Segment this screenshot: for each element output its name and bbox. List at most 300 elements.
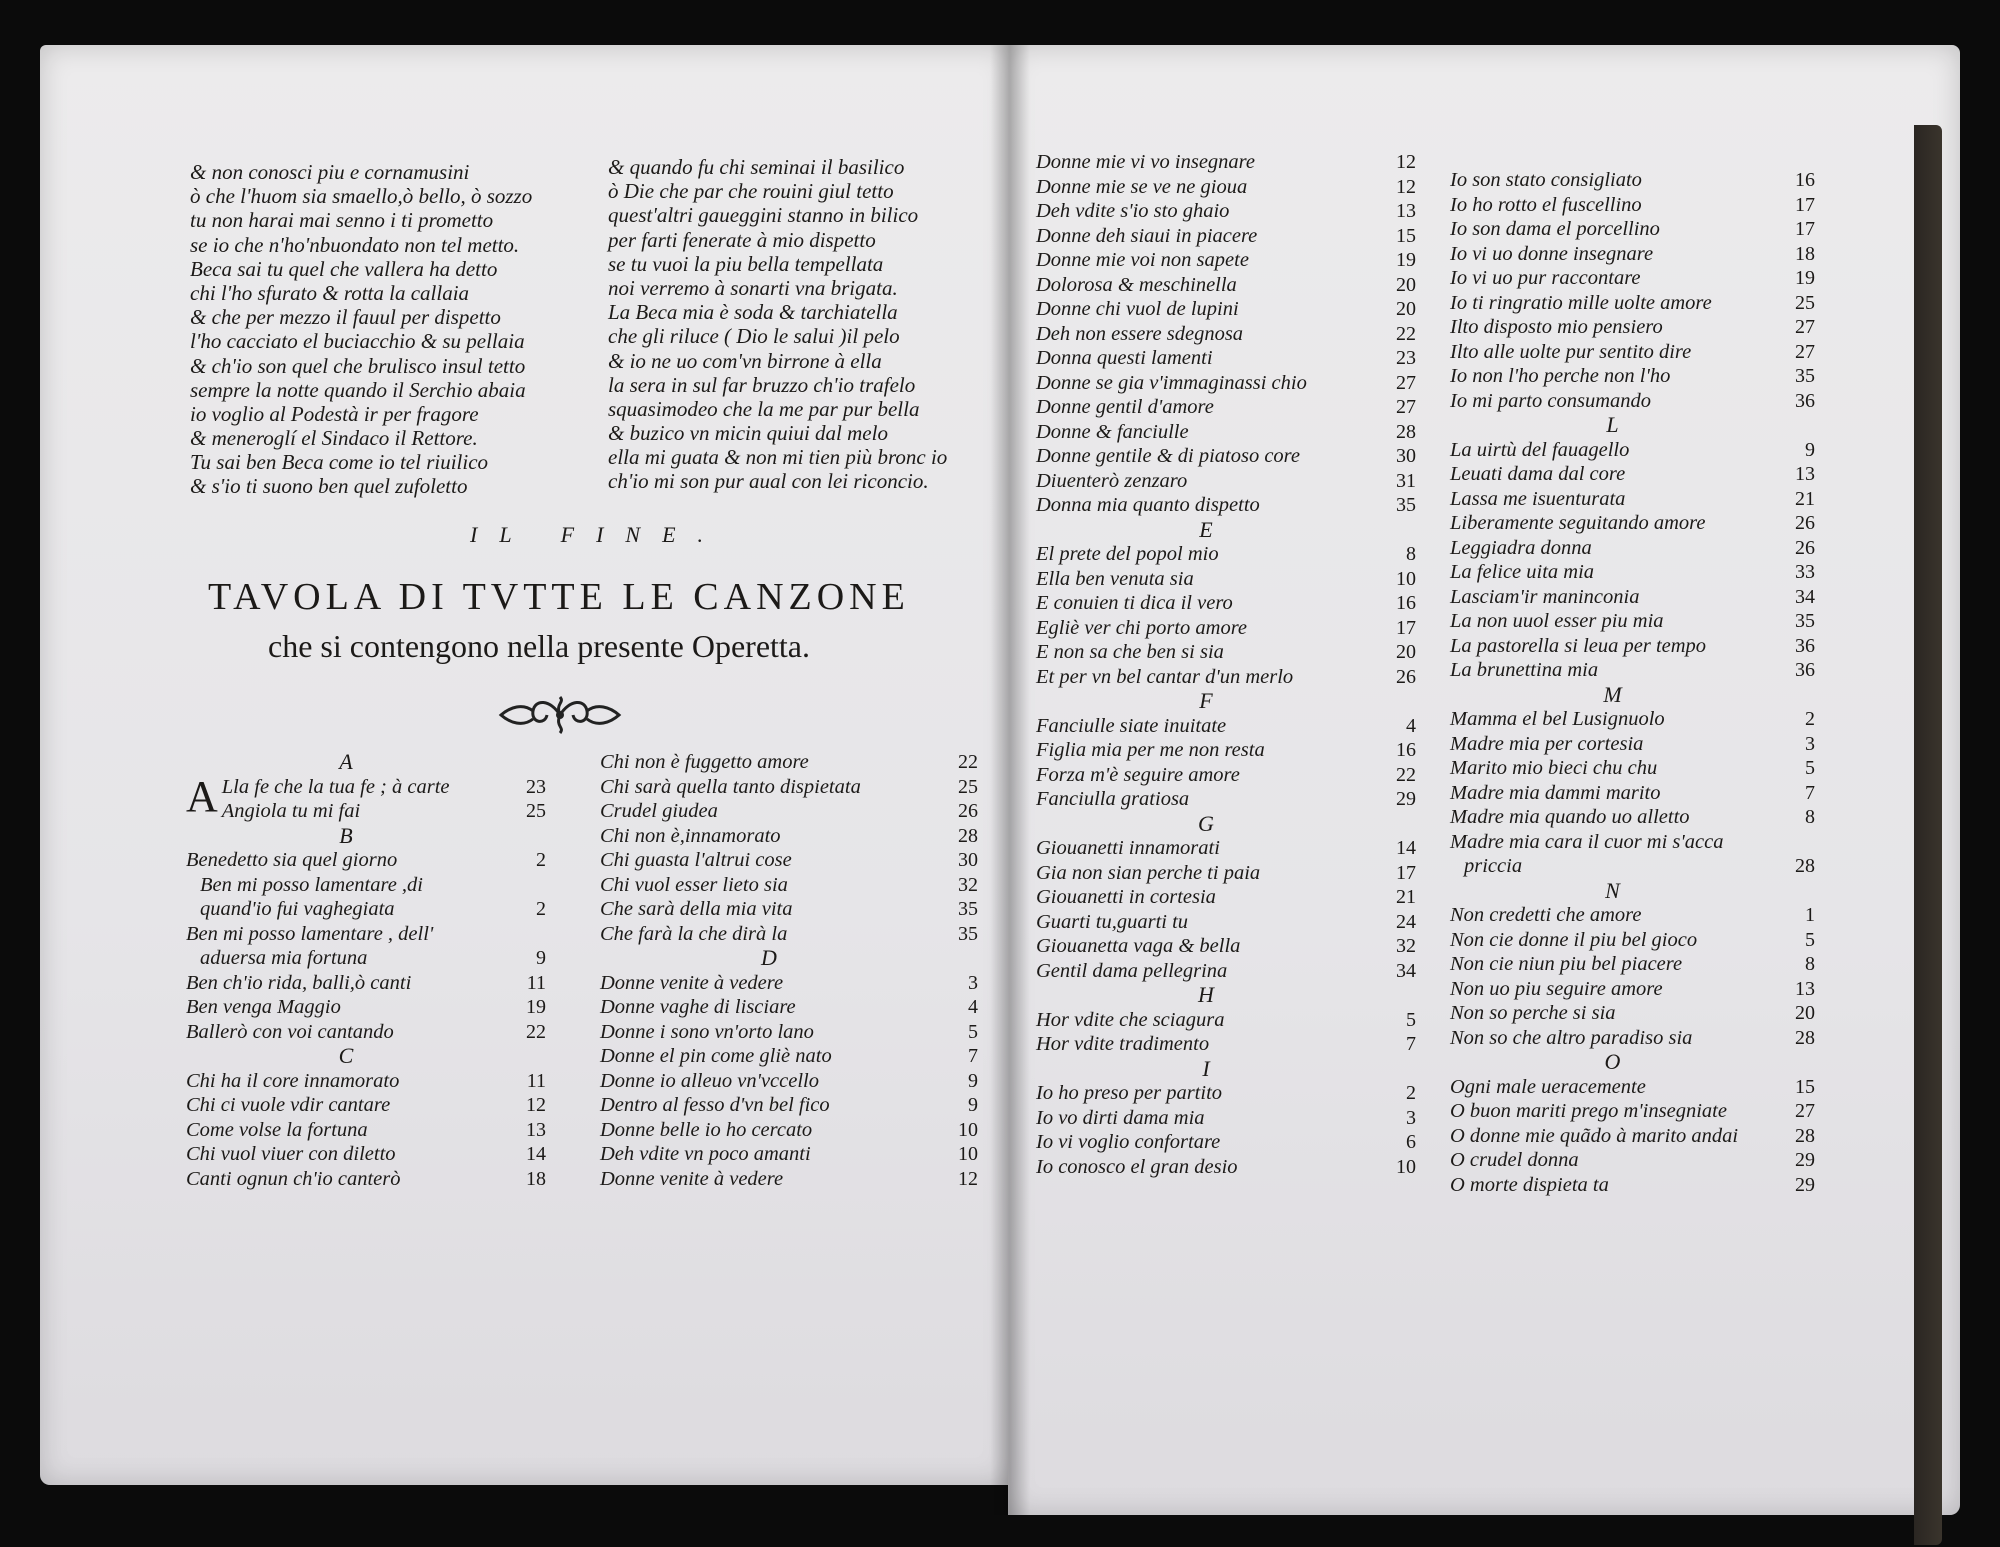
index-entry [1036, 665, 1416, 690]
index-entry-page: 25 [1795, 291, 1815, 314]
index-entry [600, 971, 978, 996]
index-entry-title: La uirtù del fauagello [1450, 438, 1630, 461]
index-entry [1036, 714, 1416, 739]
verse-line: sempre la notte quando il Serchio abaia [190, 377, 526, 402]
index-entry-title: Madre mia dammi marito [1450, 781, 1661, 804]
index-entry-page: 20 [1396, 641, 1416, 663]
verse-line: se tu vuoi la piu bella tempellata [608, 251, 884, 276]
index-entry-title: Lassa me isuenturata [1450, 487, 1626, 510]
index-entry [1450, 315, 1815, 340]
index-entry [600, 824, 978, 849]
verse-line: Beca sai tu quel che vallera ha detto [190, 256, 498, 281]
verse-line: l'ho cacciato el buciacchio & su pellaia [190, 329, 525, 354]
index-entry [1450, 707, 1815, 732]
index-entry-title: Donne i sono vn'orto lano [600, 1020, 814, 1043]
index-entry-page: 20 [1795, 1002, 1815, 1024]
index-entry [186, 1093, 546, 1118]
index-entry [1450, 732, 1815, 757]
index-entry [186, 922, 546, 947]
index-entry-page: 2 [536, 849, 546, 871]
index-entry-page: 19 [1396, 249, 1416, 271]
index-entry-title: Io ho preso per partito [1036, 1082, 1223, 1104]
index-entry [600, 799, 978, 824]
index-entry-title: Donne mie se ve ne gioua [1036, 175, 1248, 198]
index-entry-page: 17 [1795, 193, 1815, 216]
index-entry-page: 9 [968, 1094, 978, 1116]
index-section-letter: F [1199, 688, 1213, 713]
index-entry-title: Ogni male ueracemente [1450, 1075, 1646, 1098]
index-entry-title: Donne vaghe di lisciare [600, 996, 796, 1018]
index-entry-title: Non cie donne il piu bel gioco [1450, 928, 1698, 951]
index-entry-title: priccia [1464, 855, 1523, 877]
index-entry-page: 12 [958, 1167, 978, 1190]
index-entry [186, 1167, 546, 1192]
index-entry-page: 19 [1795, 267, 1815, 289]
verse-column-left [190, 160, 532, 499]
index-entry [1450, 658, 1815, 683]
index-entry-page: 17 [1795, 218, 1815, 240]
index-entry [1036, 248, 1416, 273]
index-section-letter: O [1604, 1049, 1621, 1074]
index-entry [600, 1020, 978, 1045]
index-entry [1450, 291, 1815, 316]
index-entry-page: 25 [958, 775, 978, 798]
index-entry [1450, 977, 1815, 1002]
index-entry-page: 9 [536, 947, 546, 969]
index-entry-title: Ilto alle uolte pur sentito dire [1450, 340, 1692, 363]
index-entry [186, 946, 546, 971]
index-section-letter: A [339, 749, 353, 774]
index-entry-page: 3 [1406, 1106, 1416, 1129]
index-entry [1450, 781, 1815, 806]
index-entry [1036, 1032, 1416, 1057]
index-entry-title: Donne io alleuo vn'vccello [600, 1069, 819, 1092]
verse-line: io voglio al Podestà ir per fragore [190, 401, 479, 426]
verse-line: per farti fenerate à mio dispetto [608, 227, 876, 252]
index-entry [1450, 340, 1815, 365]
index-entry-title: O buon mariti prego m'insegniate [1450, 1100, 1727, 1122]
index-entry-page: 6 [1406, 1131, 1416, 1153]
index-entry [1450, 242, 1815, 267]
index-entry [1450, 903, 1815, 928]
index-entry-page: 36 [1795, 389, 1815, 412]
index-entry-title: Chi sarà quella tanto dispietata [600, 775, 861, 798]
index-entry-page: 8 [1805, 953, 1815, 975]
index-entry-title: Chi non è,innamorato [600, 824, 781, 847]
index-entry-page: 27 [1396, 371, 1416, 394]
index-entry [186, 1020, 546, 1045]
index-entry-page: 4 [968, 996, 978, 1018]
index-entry-page: 14 [1396, 837, 1416, 859]
index-entry-title: O donne mie quãdo à marito andai [1450, 1124, 1739, 1147]
index-entry-title: Donne venite à vedere [600, 971, 784, 994]
index-section-letter: C [338, 1043, 354, 1068]
verse-line: & quando fu chi seminai il basilico [608, 155, 905, 179]
index-entry-page: 35 [958, 898, 978, 920]
index-entry [1036, 861, 1416, 886]
index-entry-title: Deh vdite vn poco amanti [600, 1143, 811, 1165]
index-entry [1036, 199, 1416, 224]
index-entry [1450, 511, 1815, 536]
index-entry-title: Donne gentil d'amore [1036, 396, 1214, 418]
index-entry [1450, 1075, 1815, 1100]
index-entry-page: 26 [1795, 512, 1815, 534]
index-entry-page: 35 [1396, 494, 1416, 516]
verse-line: & che per mezzo il fauul per dispetto [190, 305, 501, 330]
index-section-letter: L [1606, 412, 1619, 437]
index-entry-page: 23 [526, 775, 546, 798]
verse-line: noi verremo à sonarti vna brigata. [608, 275, 898, 300]
index-entry [1450, 756, 1815, 781]
index-entry-page: 26 [1795, 536, 1815, 559]
index-entry [1036, 469, 1416, 494]
index-entry [1450, 805, 1815, 830]
index-entry-page: 27 [1396, 396, 1416, 418]
index-entry-page: 15 [1396, 224, 1416, 247]
index-entry [600, 1093, 978, 1118]
index-entry [186, 873, 546, 898]
index-entry-title: Io son stato consigliato [1450, 169, 1642, 191]
index-entry-page: 17 [1396, 861, 1416, 884]
index-entry [1450, 560, 1815, 585]
index-entry-page: 13 [1396, 200, 1416, 222]
index-section-letter: N [1605, 877, 1620, 903]
index-entry-page: 5 [1406, 1008, 1416, 1031]
index-entry-page: 3 [1805, 732, 1815, 755]
index-entry-title: Lla fe che la tua fe ; à carte [221, 775, 450, 798]
verse-line: ch'io mi son pur aual con lei riconcio. [608, 469, 929, 494]
index-entry-page: 18 [526, 1167, 546, 1190]
index-entry-page: 2 [1805, 708, 1815, 730]
index-entry-page: 35 [1795, 610, 1815, 632]
index-entry [1036, 567, 1416, 592]
page-edge [1914, 125, 1942, 1545]
index-entry-page: 16 [1396, 592, 1416, 614]
index-entry-title: Angiola tu mi fai [221, 800, 361, 822]
index-entry-page: 35 [958, 922, 978, 945]
index-entry-page: 34 [1795, 585, 1815, 608]
index-entry-title: Leggiadra donna [1450, 536, 1592, 559]
index-entry [1036, 493, 1416, 518]
index-entry [186, 995, 546, 1020]
index-entry-title: quand'io fui vaghegiata [200, 898, 395, 920]
index-entry-page: 14 [526, 1143, 546, 1165]
index-entry-title: Donne se gia v'immaginassi chio [1036, 371, 1307, 394]
index-entry [186, 848, 546, 873]
index-entry-page: 10 [958, 1143, 978, 1165]
index-entry [1450, 928, 1815, 953]
il-fine-heading: IL FINE. [470, 522, 726, 547]
index-entry-title: Io mi parto consumando [1450, 389, 1652, 412]
index-entry-title: Madre mia cara il cuor mi s'acca [1450, 830, 1724, 853]
index-entry [1450, 1001, 1815, 1026]
index-entry [1036, 346, 1416, 371]
index-entry-title: Giouanetti in cortesia [1036, 886, 1216, 908]
index-entry-page: 13 [526, 1118, 546, 1141]
index-entry-title: Donne chi vuol de lupini [1036, 298, 1239, 320]
index-title: TAVOLA DI TVTTE LE CANZONE [208, 576, 910, 618]
index-entry [1036, 934, 1416, 959]
index-entry-page: 17 [1396, 616, 1416, 639]
index-entry [186, 799, 546, 824]
index-entry-title: Deh non essere sdegnosa [1036, 322, 1244, 345]
index-entry-page: 8 [1805, 806, 1815, 828]
index-entry-page: 31 [1396, 469, 1416, 492]
verse-column-right [608, 155, 947, 494]
index-entry-title: Ben mi posso lamentare , dell' [186, 922, 434, 945]
index-entry-page: 24 [1396, 910, 1416, 933]
index-entry [1036, 591, 1416, 616]
index-entry-title: O crudel donna [1450, 1149, 1579, 1171]
index-entry-page: 29 [1795, 1173, 1815, 1196]
index-entry-page: 36 [1795, 659, 1815, 681]
index-entry-page: 13 [1795, 463, 1815, 485]
index-section-letter: D [761, 945, 777, 970]
index-entry-title: Non credetti che amore [1450, 904, 1642, 926]
index-entry-page: 32 [958, 873, 978, 896]
index-entry-page: 21 [1396, 886, 1416, 908]
index-entry-page: 30 [1396, 445, 1416, 467]
index-entry-page: 3 [968, 971, 978, 994]
verse-line: se io che n'ho'nbuondato non tel metto. [190, 232, 520, 257]
index-entry [1036, 738, 1416, 763]
index-entry-page: 25 [526, 800, 546, 822]
index-entry [600, 1069, 978, 1094]
index-entry-title: Chi guasta l'altrui cose [600, 849, 792, 871]
index-entry [1036, 297, 1416, 322]
verse-line: che gli riluce ( Dio le salui )il pelo [608, 324, 900, 349]
index-entry [600, 1142, 978, 1167]
index-entry-page: 12 [1396, 175, 1416, 198]
index-entry-title: Non cie niun piu bel piacere [1450, 953, 1683, 975]
index-entry [1450, 854, 1815, 879]
index-entry-title: Mamma el bel Lusignuolo [1450, 708, 1665, 730]
index-entry-title: Liberamente seguitando amore [1450, 512, 1706, 534]
index-entry-title: Dentro al fesso d'vn bel fico [600, 1094, 830, 1116]
index-entry [1036, 640, 1416, 665]
index-entry [1450, 168, 1815, 193]
index-entry-page: 30 [958, 849, 978, 871]
index-entry-title: Io son dama el porcellino [1450, 218, 1660, 240]
index-entry [1036, 1008, 1416, 1033]
index-entry [1036, 542, 1416, 567]
verse-line: chi l'ho sfurato & rotta la callaia [190, 280, 470, 305]
index-entry [1450, 389, 1815, 414]
index-entry-title: Gia non sian perche ti paia [1036, 861, 1261, 884]
index-entry-page: 12 [1396, 151, 1416, 173]
index-column-2 [600, 750, 978, 1191]
index-entry [186, 1118, 546, 1143]
index-entry-page: 16 [1396, 739, 1416, 761]
index-entry [1036, 1106, 1416, 1131]
index-entry-page: 9 [968, 1069, 978, 1092]
index-entry-page: 21 [1795, 487, 1815, 510]
index-entry [1450, 1026, 1815, 1051]
index-entry-title: Egliè ver chi porto amore [1036, 616, 1248, 639]
index-entry [1450, 364, 1815, 389]
verse-line: Tu sai ben Beca come io tel riuilico [190, 450, 489, 475]
verse-line: ò che l'huom sia smaello,ò bello, ò sozzo [190, 184, 533, 209]
index-entry-title: Dolorosa & meschinella [1036, 273, 1237, 296]
index-entry-title: O morte dispieta ta [1450, 1173, 1609, 1196]
index-entry-title: Donne deh siaui in piacere [1036, 224, 1258, 247]
index-entry-page: 11 [526, 1069, 546, 1092]
index-entry-page: 2 [536, 898, 546, 920]
verse-line: & s'io ti suono ben quel zufoletto [190, 474, 468, 499]
book-gutter [990, 45, 1030, 1515]
index-entry-page: 28 [1396, 420, 1416, 443]
index-entry [1036, 273, 1416, 298]
index-entry [1036, 420, 1416, 445]
index-column-1 [186, 750, 546, 1191]
index-entry-title: Io ti ringratio mille uolte amore [1450, 291, 1712, 314]
index-entry-title: Leuati dama dal core [1450, 463, 1626, 485]
index-entry-title: Io vi voglio confortare [1036, 1131, 1221, 1153]
index-entry-title: Io vi uo donne insegnare [1450, 242, 1654, 265]
index-entry-title: Guarti tu,guarti tu [1036, 910, 1189, 933]
index-entry-title: Ballerò con voi cantando [186, 1020, 394, 1043]
index-column-4 [1450, 168, 1815, 1197]
index-entry-page: 5 [1805, 757, 1815, 779]
index-entry-title: Ben venga Maggio [186, 996, 341, 1018]
index-entry-title: Come volse la fortuna [186, 1118, 368, 1141]
index-entry [1036, 1130, 1416, 1155]
index-entry-page: 28 [1795, 1026, 1815, 1049]
index-entry-title: Donne & fanciulle [1036, 420, 1189, 443]
index-entry-title: Non so che altro paradiso sia [1450, 1026, 1693, 1049]
index-entry-title: Non so perche si sia [1450, 1002, 1616, 1024]
index-entry [1450, 1173, 1815, 1198]
index-entry-title: Donne mie vi vo insegnare [1036, 151, 1255, 173]
index-entry [1450, 1099, 1815, 1124]
index-entry-title: E conuien ti dica il vero [1036, 592, 1233, 614]
index-entry [186, 1142, 546, 1167]
index-entry [1450, 487, 1815, 512]
index-entry [1036, 150, 1416, 175]
index-entry [1450, 536, 1815, 561]
index-entry-title: Io vo dirti dama mia [1036, 1106, 1205, 1129]
index-entry [1450, 585, 1815, 610]
index-entry-title: Che farà la che dirà la [600, 922, 788, 945]
index-entry-title: Canti ognun ch'io canterò [186, 1167, 401, 1190]
index-entry [1450, 462, 1815, 487]
index-entry [1450, 217, 1815, 242]
verse-line: & ch'io son quel che brulisco insul tetto [190, 353, 526, 378]
fleuron-ornament-icon [495, 693, 625, 737]
verse-line: tu non harai mai senno i ti prometto [190, 208, 494, 233]
index-entry-page: 16 [1795, 169, 1815, 191]
index-entry-title: Chi ha il core innamorato [186, 1069, 400, 1092]
index-entry-page: 1 [1805, 904, 1815, 926]
index-entry-page: 18 [1795, 242, 1815, 265]
index-entry-page: 13 [1795, 977, 1815, 1000]
index-entry-title: Benedetto sia quel giorno [186, 849, 398, 871]
index-section-letter: I [1202, 1055, 1210, 1081]
index-entry-title: Diuenterò zenzaro [1036, 469, 1188, 492]
index-entry-page: 32 [1396, 935, 1416, 957]
index-entry [600, 922, 978, 947]
index-entry-page: 22 [1396, 763, 1416, 786]
index-entry-page: 33 [1795, 561, 1815, 583]
index-entry-page: 2 [1406, 1082, 1416, 1104]
index-entry-title: Chi vuol viuer con diletto [186, 1143, 396, 1165]
index-section-letter: G [1198, 810, 1214, 836]
index-entry-page: 27 [1795, 1100, 1815, 1122]
index-entry [600, 873, 978, 898]
index-entry-title: Donna questi lamenti [1036, 347, 1213, 369]
verse-line: & buzico vn micin quiui dal melo [608, 421, 888, 446]
index-entry [1036, 175, 1416, 200]
index-entry-title: Et per vn bel cantar d'un merlo [1036, 665, 1294, 688]
index-entry-page: 29 [1795, 1149, 1815, 1171]
index-entry [1036, 616, 1416, 641]
index-entry [1036, 787, 1416, 812]
index-entry-page: 7 [1406, 1033, 1416, 1055]
index-entry-title: Chi vuol esser lieto sia [600, 873, 788, 896]
index-entry-title: Che sarà della mia vita [600, 898, 793, 920]
index-entry [1450, 193, 1815, 218]
index-entry-title: Non uo piu seguire amore [1450, 977, 1663, 1000]
index-entry-page: 20 [1396, 273, 1416, 296]
index-entry-title: Ilto disposto mio pensiero [1450, 316, 1663, 338]
index-entry [1036, 371, 1416, 396]
index-entry-title: Fanciulle siate inuitate [1036, 714, 1227, 737]
index-entry-page: 28 [1795, 1124, 1815, 1147]
index-entry-title: Io ho rotto el fuscellino [1450, 193, 1642, 216]
index-entry-title: Madre mia quando uo alletto [1450, 806, 1690, 828]
index-column-3 [1036, 150, 1416, 1179]
index-entry [1036, 1155, 1416, 1180]
index-entry [1450, 634, 1815, 659]
index-entry-title: Chi ci vuole vdir cantare [186, 1094, 391, 1116]
index-entry-title: Giouanetti innamorati [1036, 837, 1220, 859]
index-entry [600, 848, 978, 873]
index-entry-title: Gentil dama pellegrina [1036, 959, 1228, 982]
index-entry [600, 1044, 978, 1069]
index-entry-page: 15 [1795, 1075, 1815, 1098]
index-entry-title: Giouanetta vaga & bella [1036, 935, 1241, 957]
index-entry-page: 5 [968, 1020, 978, 1043]
index-entry [1450, 1148, 1815, 1173]
index-entry-title: La brunettina mia [1450, 659, 1599, 681]
index-entry-title: La pastorella si leua per tempo [1450, 634, 1707, 657]
index-entry-title: Donne venite à vedere [600, 1167, 784, 1190]
index-entry-title: Ella ben venuta sia [1036, 567, 1194, 590]
index-entry-page: 26 [958, 800, 978, 822]
index-entry-title: Deh vdite s'io sto ghaio [1036, 200, 1230, 222]
index-entry-page: 7 [1805, 781, 1815, 804]
index-entry [1450, 952, 1815, 977]
index-entry [1036, 1081, 1416, 1106]
index-section-letter: H [1198, 982, 1214, 1007]
index-entry-title: Lasciam'ir maninconia [1450, 585, 1640, 608]
index-entry [600, 775, 978, 800]
index-entry-title: Io conosco el gran desio [1036, 1155, 1238, 1178]
index-entry-page: 12 [526, 1094, 546, 1116]
index-entry-title: El prete del popol mio [1036, 543, 1219, 565]
index-section-letter: E [1199, 516, 1213, 542]
verse-line: ella mi guata & non mi tien più bronc io [608, 445, 948, 470]
index-entry-page: 11 [526, 971, 546, 994]
index-section-letter: M [1603, 681, 1622, 707]
index-entry-title: Crudel giudea [600, 800, 718, 822]
index-entry [600, 995, 978, 1020]
verse-line: la sera in sul far bruzzo ch'io trafelo [608, 372, 916, 397]
index-subtitle: che si contengono nella presente Operetta. [268, 628, 810, 664]
index-entry-title: Figlia mia per me non resta [1036, 739, 1265, 761]
index-entry-title: Donna mia quanto dispetto [1036, 494, 1260, 516]
index-entry-title: Donne mie voi non sapete [1036, 249, 1249, 271]
